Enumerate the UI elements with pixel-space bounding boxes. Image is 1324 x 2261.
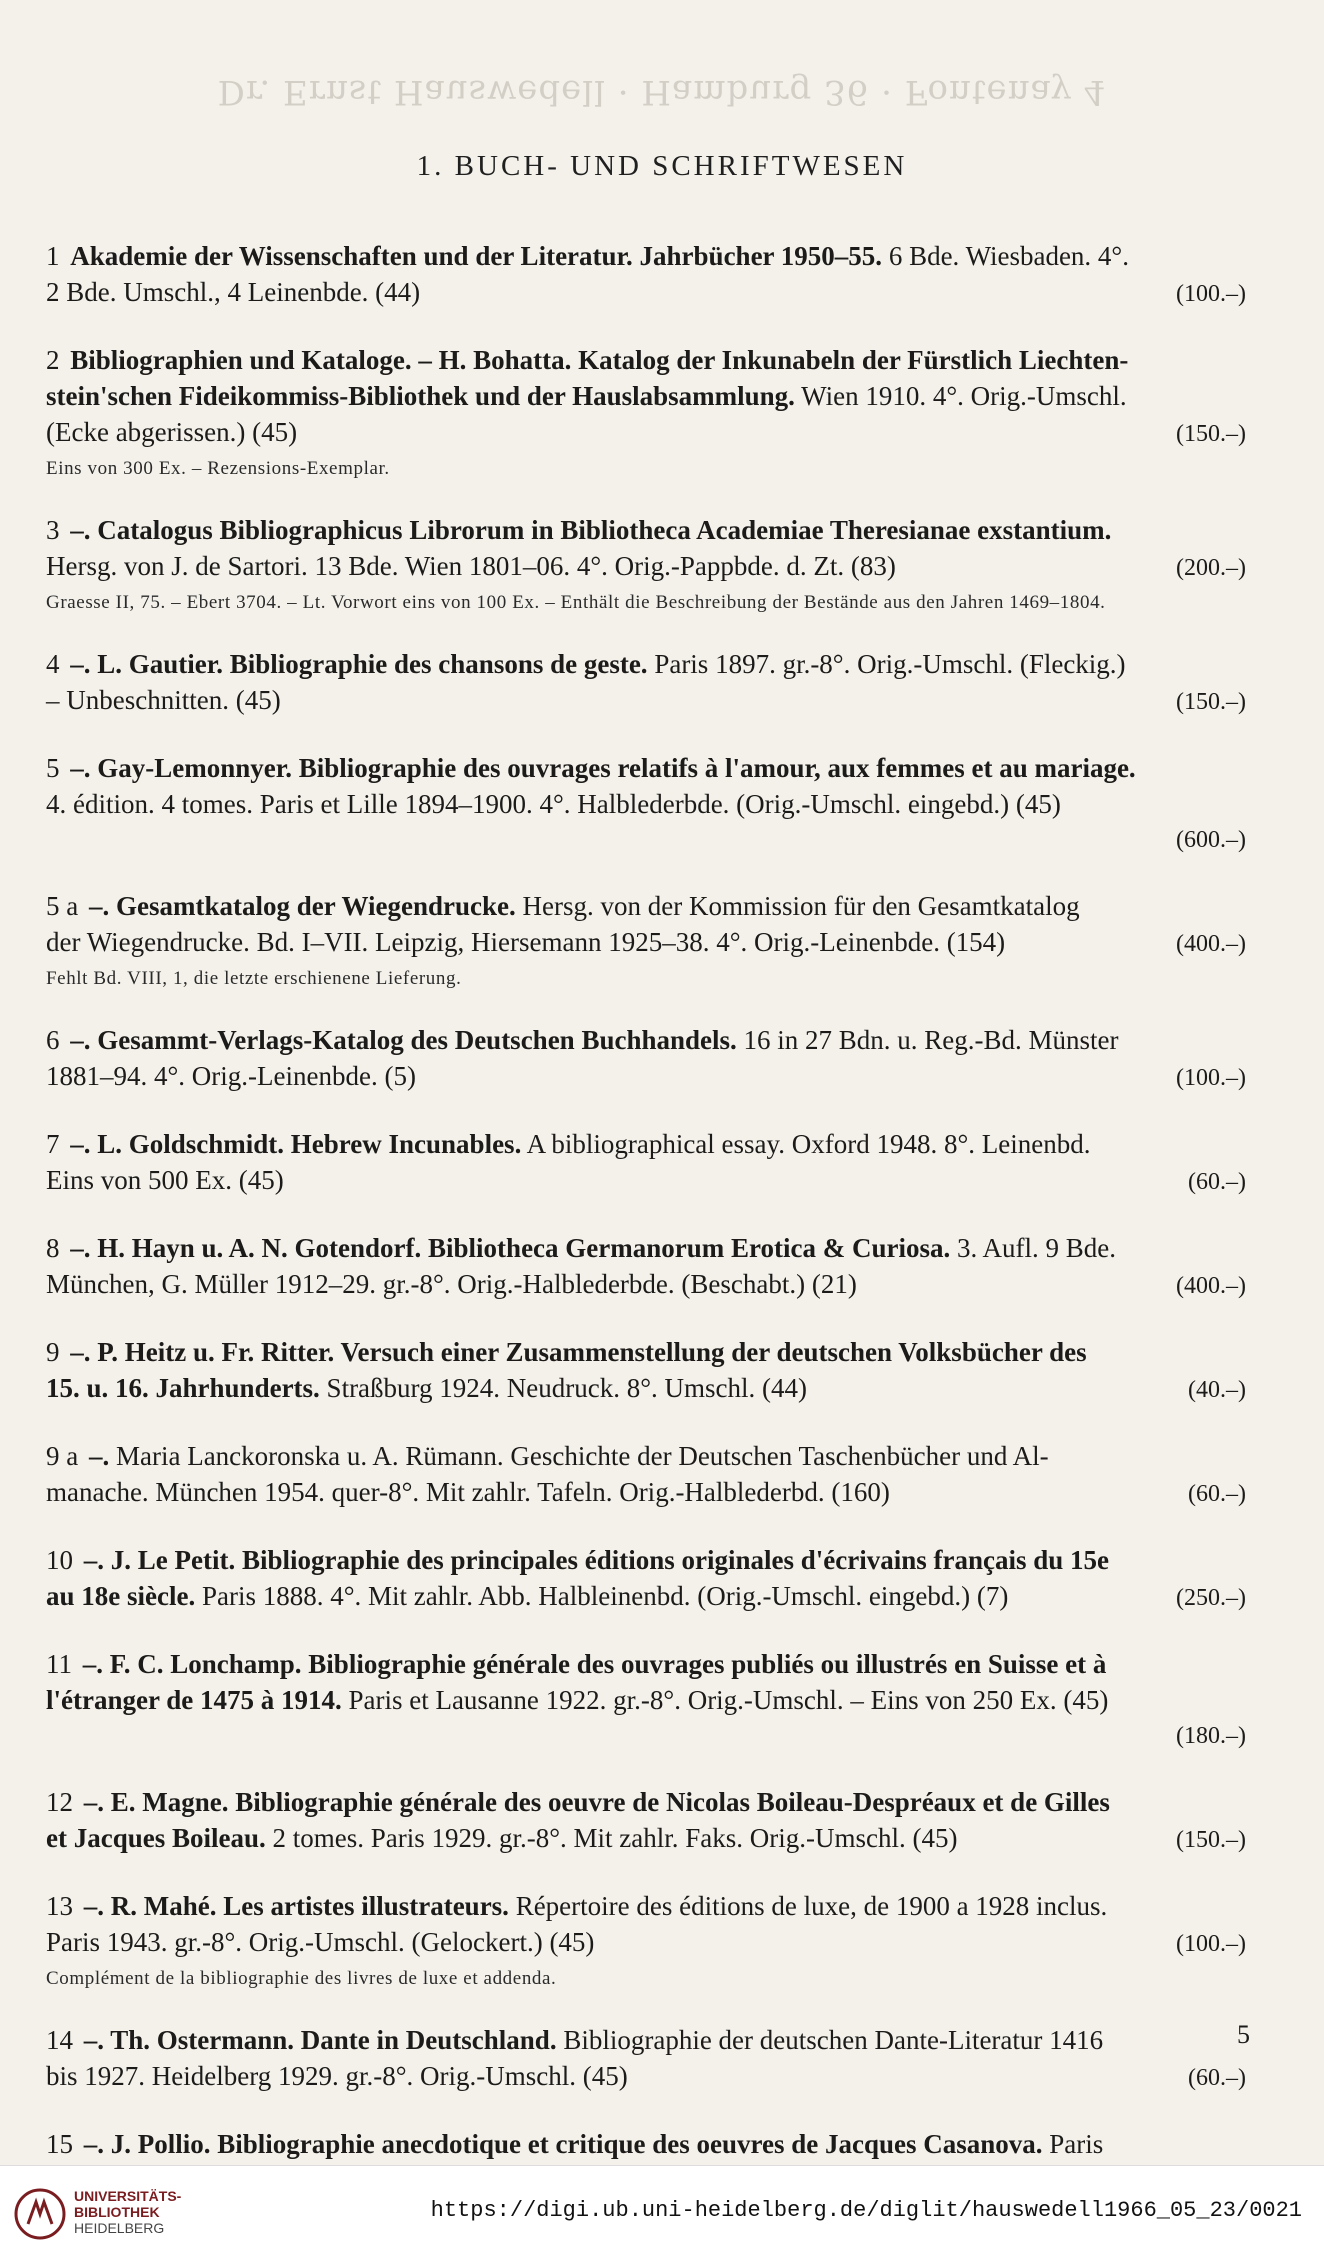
- lot-number: 2: [46, 345, 60, 375]
- catalog-entry: [46, 1542, 1246, 1616]
- entry-line: [46, 1230, 1246, 1266]
- entry-details: 16 in 27 Bdn. u. Reg.-Bd. Münster: [736, 1025, 1119, 1055]
- bleed-through-header: Dr. Ernst Hauswedell · Hamburg 36 · Fontenay 4: [217, 72, 1107, 112]
- entry-title: stein'schen Fideikommiss-Bibliothek und der Hauslabsammlung.: [46, 381, 795, 411]
- entry-title: et Jacques Boileau.: [46, 1823, 266, 1853]
- entry-text: [46, 646, 1126, 682]
- entry-details: Straßburg 1924. Neudruck. 8°. Umschl. (44): [319, 1373, 808, 1403]
- entry-text: [46, 414, 297, 450]
- entry-line: [46, 1438, 1246, 1474]
- entry-title: –. Catalogus Bibliographicus Librorum in Bibliotheca Academiae Theresianae exstantium.: [70, 515, 1112, 545]
- entry-line: [46, 924, 1246, 962]
- entry-title: 15. u. 16. Jahrhunderts.: [46, 1373, 320, 1403]
- entry-note: Complément de la bibliographie des livres de luxe et addenda.: [46, 1968, 557, 1989]
- entry-details: 2 tomes. Paris 1929. gr.-8°. Mit zahlr. Faks. Orig.-Umschl. (45): [265, 1823, 958, 1853]
- entry-details: – Unbeschnitten. (45): [46, 685, 281, 715]
- estimate-price: (60.–): [1188, 2065, 1246, 2091]
- entry-text: [46, 1784, 1110, 1820]
- entry-text: [46, 238, 1129, 274]
- entry-text: [46, 1924, 594, 1960]
- estimate-price: (250.–): [1176, 1585, 1246, 1611]
- entry-title: –. J. Pollio. Bibliographie anecdotique et critique des oeuvres de Jacques Casanova.: [83, 2129, 1043, 2159]
- entry-text: [46, 548, 896, 584]
- estimate-price: (400.–): [1176, 931, 1246, 957]
- estimate-price: (40.–): [1188, 1377, 1246, 1403]
- entry-line: [46, 1370, 1246, 1408]
- entry-text: [46, 1126, 1091, 1162]
- entry-text: [46, 2058, 628, 2094]
- library-name: [74, 2188, 181, 2236]
- entry-title: au 18e siècle.: [46, 1581, 196, 1611]
- entry-title: –. P. Heitz u. Fr. Ritter. Versuch einer Zusammenstellung der deutschen Volksbücher des: [70, 1337, 1087, 1367]
- entry-details: Paris et Lausanne 1922. gr.-8°. Orig.-Umschl. – Eins von 250 Ex. (45): [341, 1685, 1109, 1715]
- entry-details: München, G. Müller 1912–29. gr.-8°. Orig.-Halblederbde. (Beschabt.) (21): [46, 1269, 857, 1299]
- entry-line: [46, 548, 1246, 586]
- university-seal-icon: [14, 2188, 66, 2244]
- entry-text: [46, 1474, 890, 1510]
- entry-details: 2 Bde. Umschl., 4 Leinenbde. (44): [46, 277, 421, 307]
- catalog-entry: [46, 2126, 1246, 2165]
- entry-title: –. L. Goldschmidt. Hebrew Incunables.: [70, 1129, 522, 1159]
- entry-title: –. J. Le Petit. Bibliographie des principales éditions originales d'écrivains français du 15e: [83, 1545, 1110, 1575]
- entry-line: [46, 1474, 1246, 1512]
- entry-line: [46, 1162, 1246, 1200]
- entry-details: Eins von 500 Ex. (45): [46, 1165, 284, 1195]
- entry-line: [46, 238, 1246, 274]
- catalog-entry: [46, 750, 1246, 858]
- entry-details: manache. München 1954. quer-8°. Mit zahlr. Tafeln. Orig.-Halblederbd. (160): [46, 1477, 890, 1507]
- catalog-entry: [46, 646, 1246, 720]
- entry-line: [46, 1022, 1246, 1058]
- entry-note: Eins von 300 Ex. – Rezensions-Exemplar.: [46, 458, 390, 479]
- entry-text: [46, 750, 1136, 786]
- entry-line: [46, 750, 1246, 786]
- estimate-price: (600.–): [1176, 827, 1246, 853]
- entry-line: [46, 2058, 1246, 2096]
- estimate-price: (60.–): [1188, 1169, 1246, 1195]
- estimate-price: (100.–): [1176, 1065, 1246, 1091]
- entry-text: [46, 378, 1127, 414]
- catalog-entry: [46, 1888, 1246, 1992]
- catalog-entry: [46, 1646, 1246, 1754]
- entry-title: –. R. Mahé. Les artistes illustrateurs.: [83, 1891, 509, 1921]
- catalog-entry: [46, 1230, 1246, 1304]
- entry-line: [46, 888, 1246, 924]
- viewer-footer: [0, 2165, 1324, 2261]
- entry-text: [46, 1162, 284, 1198]
- catalog-entry: [46, 238, 1246, 312]
- entry-details: Paris 1943. gr.-8°. Orig.-Umschl. (Gelockert.) (45): [46, 1927, 595, 1957]
- entry-details: Bibliographie der deutschen Dante-Literatur 1416: [556, 2025, 1104, 2055]
- entry-title: –. Gesamtkatalog der Wiegendrucke.: [88, 891, 516, 921]
- entry-text: [46, 274, 420, 310]
- entry-title: –. L. Gautier. Bibliographie des chansons de geste.: [70, 649, 648, 679]
- entry-title: l'étranger de 1475 à 1914.: [46, 1685, 342, 1715]
- entry-title: –.: [88, 1441, 110, 1471]
- catalog-entry: [46, 342, 1246, 482]
- lot-number: 15: [46, 2129, 73, 2159]
- entry-title: –. Gay-Lemonnyer. Bibliographie des ouvrages relatifs à l'amour, aux femmes et au mariage.: [70, 753, 1136, 783]
- catalog-entry: [46, 888, 1246, 992]
- entry-title: –. E. Magne. Bibliographie générale des oeuvre de Nicolas Boileau-Despréaux et de Gilles: [83, 1787, 1110, 1817]
- entry-line: [46, 1542, 1246, 1578]
- entry-line: [46, 1058, 1246, 1096]
- entry-line: [46, 512, 1246, 548]
- entry-line: [46, 1718, 1246, 1754]
- lot-number: 14: [46, 2025, 73, 2055]
- entry-text: [46, 1266, 857, 1302]
- entry-text: [46, 1646, 1106, 1682]
- estimate-price: (100.–): [1176, 1931, 1246, 1957]
- entry-text: [46, 2022, 1103, 2058]
- entry-text: [46, 2126, 1103, 2162]
- entry-line: [46, 342, 1246, 378]
- lot-number: 5: [46, 753, 60, 783]
- entry-text: [46, 342, 1128, 378]
- entry-details: Paris 1897. gr.-8°. Orig.-Umschl. (Fleckig.): [647, 649, 1126, 679]
- entry-line: [46, 378, 1246, 414]
- lot-number: 6: [46, 1025, 60, 1055]
- entry-line: [46, 682, 1246, 720]
- entry-text: [46, 1578, 1008, 1614]
- catalog-entry: [46, 1022, 1246, 1096]
- entry-text: [46, 888, 1080, 924]
- catalog-entries: [46, 238, 1246, 2165]
- entry-details: bis 1927. Heidelberg 1929. gr.-8°. Orig.-Umschl. (45): [46, 2061, 628, 2091]
- catalog-entry: [46, 1126, 1246, 1200]
- entry-details: 1881–94. 4°. Orig.-Leinenbde. (5): [46, 1061, 416, 1091]
- catalog-entry: [46, 2022, 1246, 2096]
- lot-number: 1: [46, 241, 60, 271]
- lot-number: 4: [46, 649, 60, 679]
- entry-text: [46, 1230, 1116, 1266]
- entry-details: 4. édition. 4 tomes. Paris et Lille 1894–1900. 4°. Halblederbde. (Orig.-Umschl. eingebd.) (45): [46, 789, 1061, 819]
- estimate-price: (180.–): [1176, 1723, 1246, 1749]
- lot-number: 12: [46, 1787, 73, 1817]
- entry-line: [46, 1578, 1246, 1616]
- entry-text: [46, 1438, 1049, 1474]
- section-title: 1. BUCH- UND SCHRIFTWESEN: [416, 150, 908, 182]
- lot-number: 8: [46, 1233, 60, 1263]
- library-line-2: BIBLIOTHEK: [74, 2204, 160, 2220]
- entry-title: Akademie der Wissenschaften und der Literatur. Jahrbücher 1950–55.: [70, 241, 883, 271]
- entry-details: Wien 1910. 4°. Orig.-Umschl.: [794, 381, 1127, 411]
- lot-number: 3: [46, 515, 60, 545]
- entry-text: [46, 682, 281, 718]
- estimate-price: (150.–): [1176, 689, 1246, 715]
- entry-details: 3. Aufl. 9 Bde.: [950, 1233, 1116, 1263]
- entry-details: Hersg. von der Kommission für den Gesamtkatalog: [515, 891, 1080, 921]
- estimate-price: (60.–): [1188, 1481, 1246, 1507]
- lot-number: 11: [46, 1649, 72, 1679]
- entry-details: Maria Lanckoronska u. A. Rümann. Geschichte der Deutschen Taschenbücher und Al-: [109, 1441, 1049, 1471]
- entry-text: [46, 1888, 1107, 1924]
- entry-line: [46, 1820, 1246, 1858]
- entry-line: [46, 1266, 1246, 1304]
- estimate-price: (400.–): [1176, 1273, 1246, 1299]
- library-line-3: HEIDELBERG: [74, 2220, 165, 2236]
- entry-details: der Wiegendrucke. Bd. I–VII. Leipzig, Hiersemann 1925–38. 4°. Orig.-Leinenbde. (154): [46, 927, 1006, 957]
- entry-details: Répertoire des éditions de luxe, de 1900 a 1928 inclus.: [508, 1891, 1108, 1921]
- entry-line: [46, 786, 1246, 822]
- entry-details: (Ecke abgerissen.) (45): [46, 417, 298, 447]
- entry-line: [46, 1334, 1246, 1370]
- entry-line: [46, 1682, 1246, 1718]
- entry-text: [46, 1370, 807, 1406]
- entry-text: [46, 512, 1111, 548]
- entry-note: Graesse II, 75. – Ebert 3704. – Lt. Vorwort eins von 100 Ex. – Enthält die Beschreibung der Bestände aus den Jahren 1469–1804.: [46, 592, 1106, 613]
- page-url-link[interactable]: https://digi.ub.uni-heidelberg.de/diglit/hauswedell1966_05_23/0021: [430, 2198, 1302, 2223]
- lot-number: 9 a: [46, 1441, 79, 1471]
- lot-number: 10: [46, 1545, 73, 1575]
- entry-line: [46, 414, 1246, 452]
- entry-title: –. Th. Ostermann. Dante in Deutschland.: [83, 2025, 557, 2055]
- entry-text: [46, 1542, 1109, 1578]
- entry-line: [46, 822, 1246, 858]
- entry-line: [46, 274, 1246, 312]
- entry-details: A bibliographical essay. Oxford 1948. 8°. Leinenbd.: [521, 1129, 1091, 1159]
- entry-text: [46, 924, 1005, 960]
- entry-line: [46, 1888, 1246, 1924]
- estimate-price: (150.–): [1176, 1827, 1246, 1853]
- entry-text: [46, 1682, 1108, 1718]
- entry-line: [46, 2022, 1246, 2058]
- lot-number: 13: [46, 1891, 73, 1921]
- entry-text: [46, 1022, 1119, 1058]
- entry-text: [46, 1820, 957, 1856]
- catalog-entry: [46, 1334, 1246, 1408]
- estimate-price: (200.–): [1176, 555, 1246, 581]
- lot-number: 7: [46, 1129, 60, 1159]
- entry-details: Hersg. von J. de Sartori. 13 Bde. Wien 1801–06. 4°. Orig.-Pappbde. d. Zt. (83): [46, 551, 896, 581]
- entry-title: –. H. Hayn u. A. N. Gotendorf. Bibliotheca Germanorum Erotica & Curiosa.: [70, 1233, 951, 1263]
- entry-line: [46, 1784, 1246, 1820]
- entry-details: 6 Bde. Wiesbaden. 4°.: [882, 241, 1129, 271]
- entry-title: –. Gesammt-Verlags-Katalog des Deutschen Buchhandels.: [70, 1025, 737, 1055]
- entry-line: [46, 1646, 1246, 1682]
- estimate-price: (100.–): [1176, 281, 1246, 307]
- entry-details: Paris 1888. 4°. Mit zahlr. Abb. Halbleinenbd. (Orig.-Umschl. eingebd.) (7): [195, 1581, 1009, 1611]
- entry-details: Paris: [1042, 2129, 1104, 2159]
- catalog-entry: [46, 1784, 1246, 1858]
- entry-line: [46, 646, 1246, 682]
- entry-note: Fehlt Bd. VIII, 1, die letzte erschienene Lieferung.: [46, 968, 462, 989]
- catalog-entry: [46, 512, 1246, 616]
- entry-line: [46, 1126, 1246, 1162]
- entry-title: Bibliographien und Kataloge. – H. Bohatta. Katalog der Inkunabeln der Fürstlich Liechten-: [70, 345, 1129, 375]
- lot-number: 5 a: [46, 891, 79, 921]
- entry-text: [46, 786, 1061, 822]
- library-line-1: UNIVERSITÄTS-: [74, 2188, 182, 2204]
- entry-text: [46, 1334, 1087, 1370]
- estimate-price: (150.–): [1176, 421, 1246, 447]
- catalog-entry: [46, 1438, 1246, 1512]
- entry-title: –. F. C. Lonchamp. Bibliographie générale des ouvrages publiés ou illustrés en Suisse et à: [82, 1649, 1107, 1679]
- lot-number: 9: [46, 1337, 60, 1367]
- entry-line: [46, 2126, 1246, 2162]
- entry-line: [46, 1924, 1246, 1962]
- entry-text: [46, 1058, 416, 1094]
- page-number: 5: [1237, 2020, 1250, 2049]
